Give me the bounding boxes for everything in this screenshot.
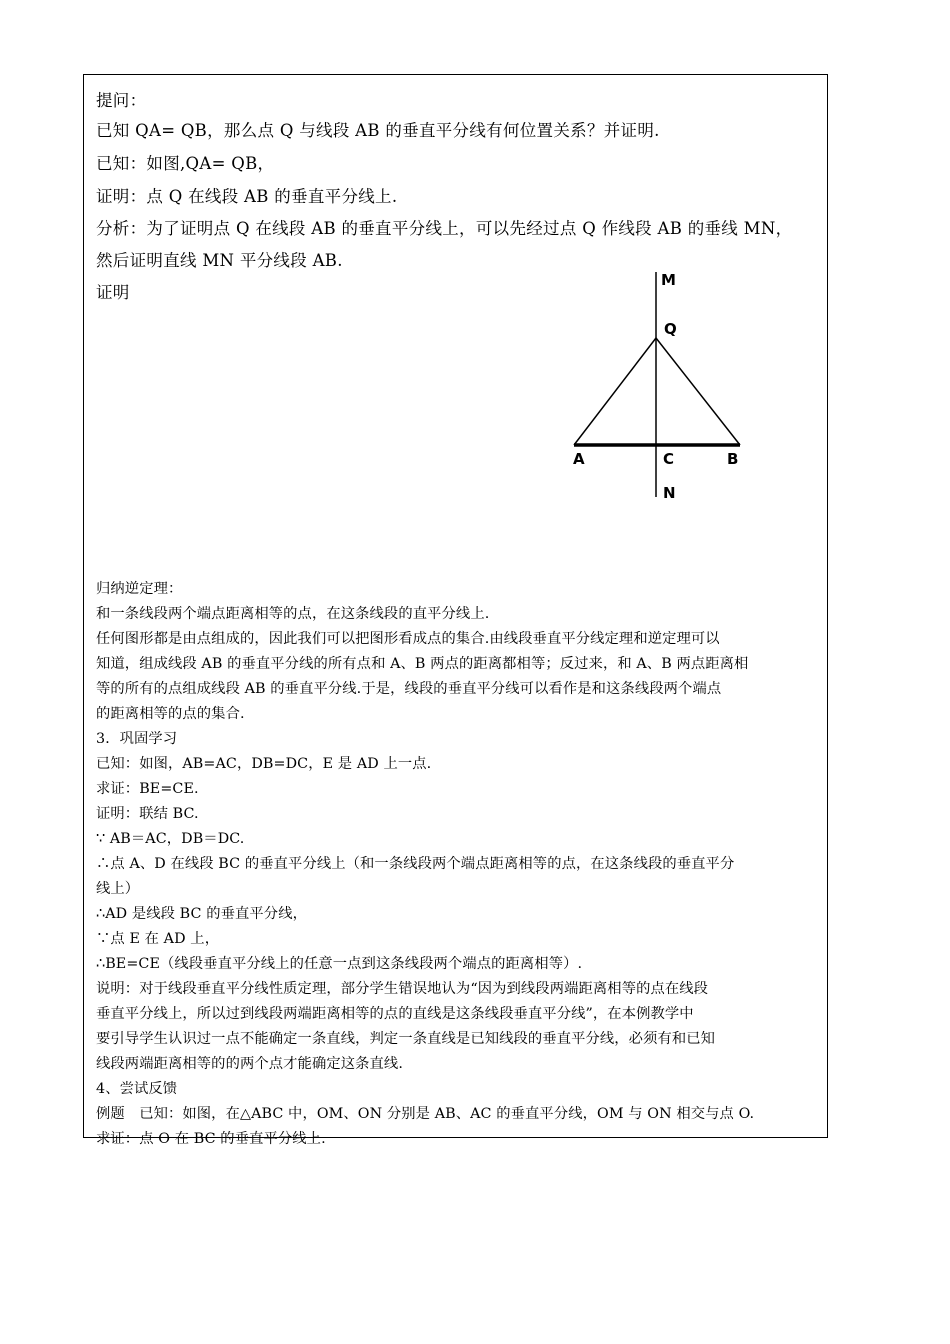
label-b: B: [727, 450, 739, 468]
set-explanation-3: 等的所有的点组成线段 AB 的垂直平分线.于是，线段的垂直平分线可以看作是和这条线段两个端点: [96, 681, 722, 697]
set-explanation-4: 的距离相等的点的集合.: [96, 706, 245, 722]
proof-step-6: ∴BE=CE（线段垂直平分线上的任意一点到这条线段两个端点的距离相等）.: [96, 956, 583, 972]
proof-label: 证明: [96, 283, 130, 302]
proof-step-3: ∴点 A、D 在线段 BC 的垂直平分线上（和一条线段两个端点距离相等的点，在这条线段的垂直平分: [96, 856, 735, 872]
question-heading: 提问：: [96, 91, 147, 110]
example-to-prove: 求证：BE=CE.: [96, 781, 199, 797]
analysis-line-2: 然后证明直线 MN 平分线段 AB.: [96, 251, 343, 270]
exercise-given: 例题 已知：如图，在△ABC 中，OM、ON 分别是 AB、AC 的垂直平分线，OM 与 ON 相交与点 O.: [96, 1106, 755, 1122]
label-q: Q: [664, 320, 677, 338]
label-n: N: [663, 484, 676, 502]
set-explanation-1: 任何图形都是由点组成的，因此我们可以把图形看成点的集合.由线段垂直平分线定理和逆定理可以: [96, 631, 720, 647]
label-m: M: [661, 271, 676, 289]
set-explanation-2: 知道，组成线段 AB 的垂直平分线的所有点和 A、B 两点的距离都相等；反过来，和 A、B 两点距离相: [96, 656, 749, 672]
given-text: 已知：如图,QA= QB，: [96, 154, 275, 173]
example-given: 已知：如图，AB=AC，DB=DC，E 是 AD 上一点.: [96, 756, 432, 772]
converse-heading: 归纳逆定理：: [96, 581, 183, 597]
proof-step-5: ∵点 E 在 AD 上，: [96, 931, 220, 947]
proof-step-4: ∴AD 是线段 BC 的垂直平分线，: [96, 906, 307, 922]
converse-theorem: 和一条线段两个端点距离相等的点，在这条线段的直平分线上.: [96, 606, 490, 622]
question-text: 已知 QA= QB，那么点 Q 与线段 AB 的垂直平分线有何位置关系？并证明.: [96, 121, 660, 140]
exercise-to-prove: 求证：点 O 在 BC 的垂直平分线上.: [96, 1131, 326, 1147]
note-line-3: 要引导学生认识过一点不能确定一条直线，判定一条直线是已知线段的垂直平分线，必须有和已知: [96, 1031, 716, 1047]
note-line-4: 线段两端距离相等的的两个点才能确定这条直线.: [96, 1056, 403, 1072]
segment-qb: [656, 338, 740, 445]
analysis-line-1: 分析：为了证明点 Q 在线段 AB 的垂直平分线上，可以先经过点 Q 作线段 AB 的垂线 MN，: [96, 219, 793, 238]
note-line-2: 垂直平分线上，所以过到线段两端距离相等的点的直线是这条线段垂直平分线”，在本例教学中: [96, 1006, 694, 1022]
segment-qa: [574, 338, 656, 445]
label-a: A: [573, 450, 585, 468]
prove-text: 证明：点 Q 在线段 AB 的垂直平分线上.: [96, 187, 398, 206]
note-line-1: 说明：对于线段垂直平分线性质定理，部分学生错误地认为“因为到线段两端距离相等的点在线段: [96, 981, 709, 997]
label-c: C: [663, 450, 675, 468]
section-4-heading: 4、尝试反馈: [96, 1081, 178, 1097]
proof-step-2: ∵ AB＝AC，DB＝DC.: [96, 831, 245, 847]
perpendicular-bisector-figure: [560, 265, 760, 505]
proof-step-3-cont: 线上）: [96, 881, 140, 897]
proof-step-1: 证明：联结 BC.: [96, 806, 199, 822]
section-3-heading: 3．巩固学习: [96, 731, 178, 747]
